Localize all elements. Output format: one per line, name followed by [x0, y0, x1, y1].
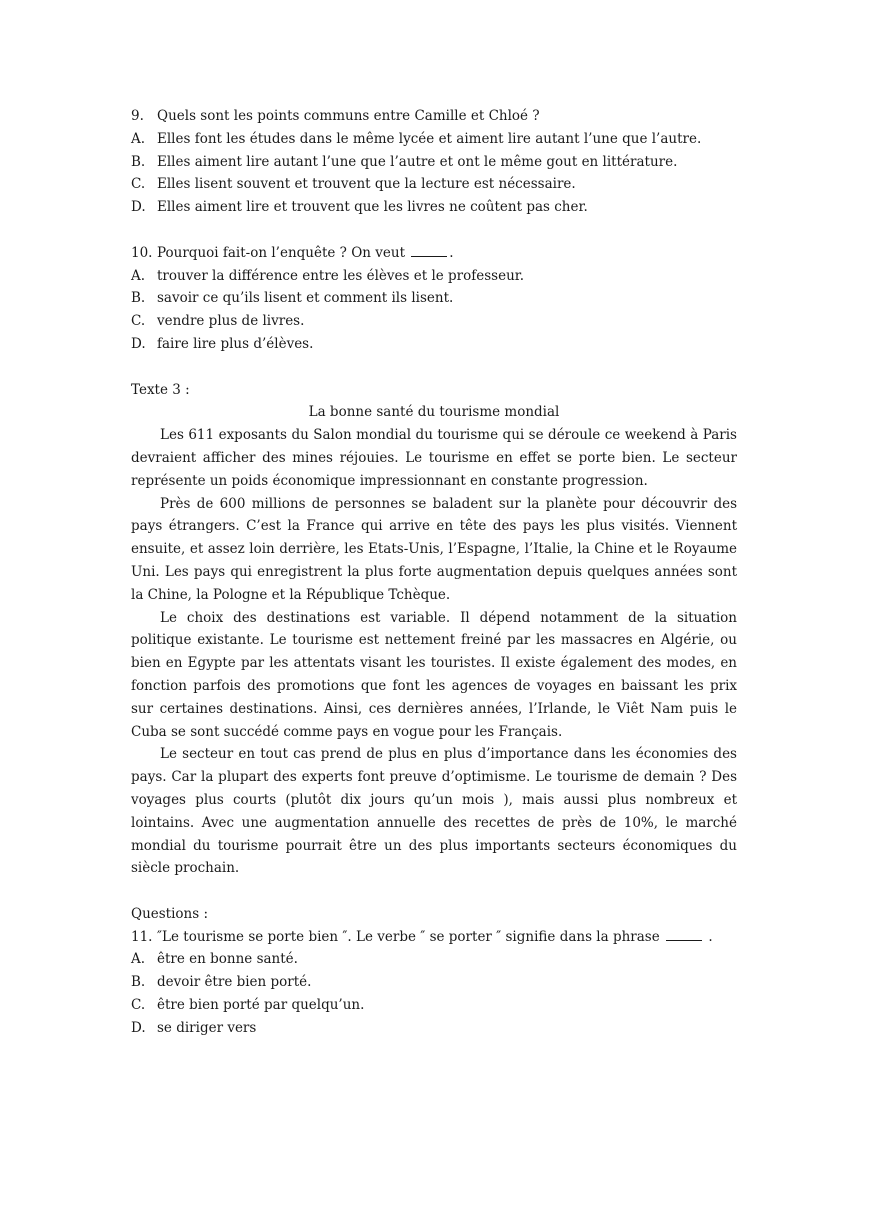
spacer [131, 880, 737, 903]
question-9-option-a [131, 128, 737, 151]
option-letter: C. [131, 997, 146, 1014]
question-9-option-d [131, 196, 737, 219]
option-letter: B. [131, 974, 146, 991]
question-text-end: . [708, 928, 713, 945]
question-10-option-a [131, 265, 737, 288]
question-11-option-b [131, 971, 737, 994]
question-10-option-c [131, 310, 737, 333]
texte-3-title: La bonne santé du tourisme mondial [308, 404, 560, 421]
question-9-stem [131, 105, 737, 128]
option-letter: A. [131, 130, 146, 147]
option-letter: D. [131, 1019, 146, 1036]
spacer [131, 219, 737, 242]
question-10-option-d [131, 333, 737, 356]
question-10-option-b [131, 287, 737, 310]
question-10-stem [131, 242, 737, 265]
question-11-option-c [131, 994, 737, 1017]
option-text: Elles font les études dans le même lycée et aiment lire autant l’une que l’autre. [157, 130, 702, 147]
question-9-option-c [131, 173, 737, 196]
answer-blank [666, 926, 702, 941]
question-11-option-a [131, 948, 737, 971]
option-text: vendre plus de livres. [157, 313, 305, 330]
option-letter: D. [131, 335, 146, 352]
answer-blank [411, 242, 447, 257]
option-text: se diriger vers [157, 1019, 257, 1036]
question-text: Quels sont les points communs entre Camille et Chloé ? [157, 108, 540, 124]
texte-3-label: Texte 3 : [131, 381, 190, 398]
option-text: Elles lisent souvent et trouvent que la lecture est nécessaire. [157, 176, 576, 193]
texte-3-paragraph-2: Près de 600 millions de personnes se baladent sur la planète pour découvrir des pays étrangers. C’est la France qui arrive en tête des pays les plus visités. Viennent ensuite, et assez loin derrière, les Etats-Unis, l’Espagne, l’Italie, la Chine et le Royaume Uni. Les pays qui enregistrent la plus forte augmentation depuis quelques années sont la Chine, la Pologne et la République Tchèque. [131, 495, 737, 603]
questions-label: Questions : [131, 905, 209, 922]
option-letter: C. [131, 313, 146, 330]
option-text: savoir ce qu’ils lisent et comment ils lisent. [157, 290, 454, 307]
option-text: faire lire plus d’élèves. [157, 335, 314, 352]
option-letter: C. [131, 176, 146, 193]
option-letter: D. [131, 199, 146, 216]
question-11-stem [131, 926, 737, 949]
question-text-end: . [449, 244, 454, 261]
question-number: 10. [131, 244, 153, 261]
question-number: 9. [131, 108, 144, 124]
texte-3-paragraph-4: Le secteur en tout cas prend de plus en plus d’importance dans les économies des pays. Car la plupart des experts font preuve d’optimisme. Le tourisme de demain ? Des voyages plus courts (plutôt dix jours qu’un mois ), mais aussi plus nombreux et lointains. Avec une augmentation annuelle des recettes de près de 10%, le marché mondial du tourisme pourrait être un des plus importants secteurs économiques du siècle prochain. [131, 746, 737, 877]
option-letter: A. [131, 267, 146, 284]
option-text: devoir être bien porté. [157, 974, 312, 991]
spacer [131, 356, 737, 379]
question-9-option-b [131, 151, 737, 174]
question-number: 11. [131, 928, 153, 945]
document-page [131, 105, 737, 1040]
option-letter: B. [131, 153, 146, 170]
texte-3-paragraph-1: Les 611 exposants du Salon mondial du tourisme qui se déroule ce weekend à Paris devraient afficher des mines réjouies. Le tourisme en effet se porte bien. Le secteur représente un poids économique impressionnant en constante progression. [131, 427, 737, 489]
option-text: Elles aiment lire autant l’une que l’autre et ont le même gout en littérature. [157, 153, 678, 170]
option-text: trouver la différence entre les élèves et le professeur. [157, 267, 525, 284]
question-text: ″Le tourisme se porte bien ″. Le verbe ″ se porter ″ signifie dans la phrase [157, 928, 660, 945]
option-text: Elles aiment lire et trouvent que les livres ne coûtent pas cher. [157, 199, 588, 216]
option-text: être en bonne santé. [157, 951, 298, 968]
question-text: Pourquoi fait-on l’enquête ? On veut [157, 244, 405, 261]
option-text: être bien porté par quelqu’un. [157, 997, 365, 1014]
texte-3-paragraph-3: Le choix des destinations est variable. Il dépend notamment de la situation politique existante. Le tourisme est nettement freiné par les massacres en Algérie, ou bien en Egypte par les attentats visant les touristes. Il existe également des modes, en fonction parfois des promotions que font les agences de voyages en baissant les prix sur certaines destinations. Ainsi, ces dernières années, l’Irlande, le Viêt Nam puis le Cuba se sont succédé comme pays en vogue pour les Français. [131, 609, 737, 740]
option-letter: A. [131, 951, 146, 968]
option-letter: B. [131, 290, 146, 307]
question-11-option-d [131, 1017, 737, 1040]
